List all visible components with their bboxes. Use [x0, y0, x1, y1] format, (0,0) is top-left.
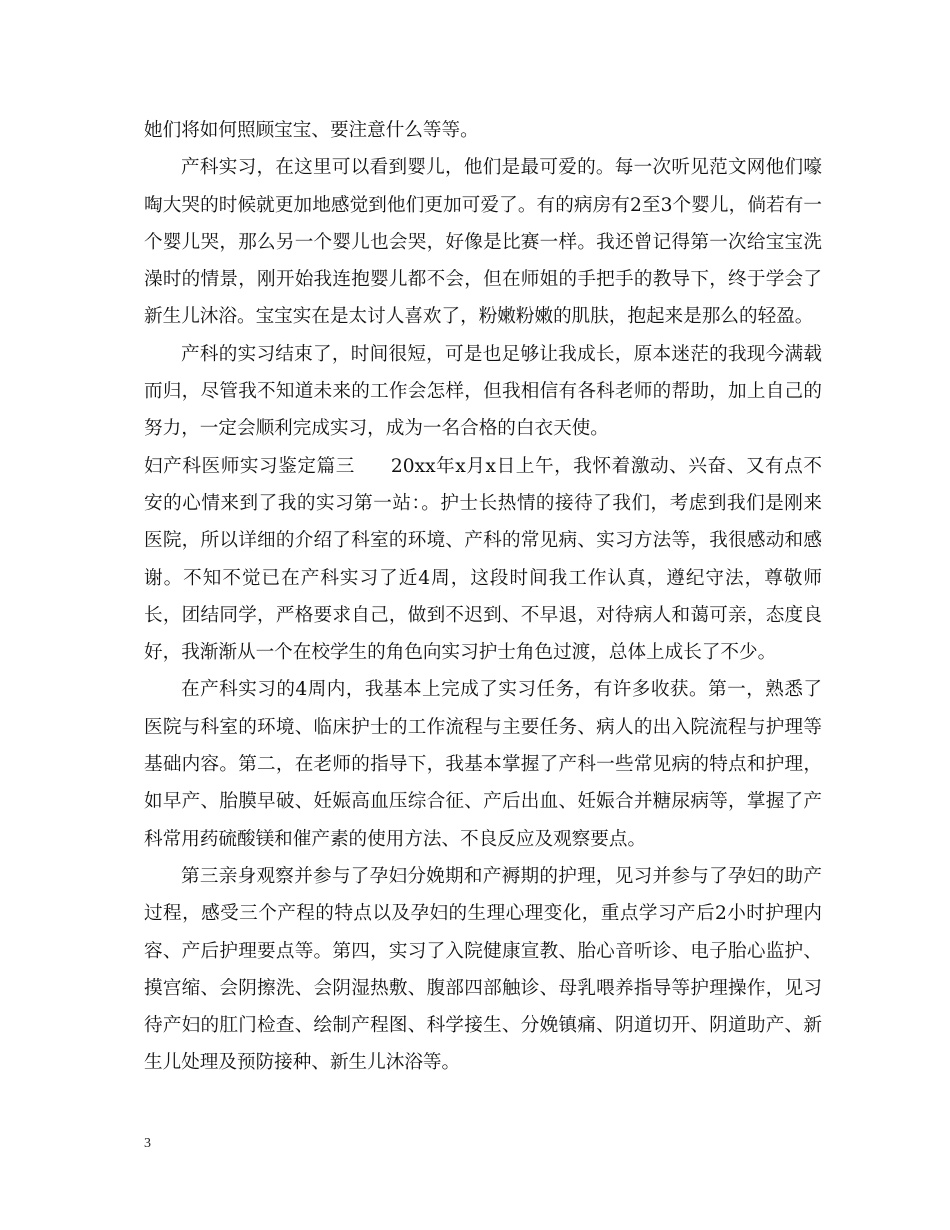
paragraph-obstetrics-babies: 产科实习，在这里可以看到婴儿，他们是最可爱的。每一次听见范文网他们嚎啕大哭的时候就更加地感觉到他们更加可爱了。有的病房有2至3个婴儿，倘若有一个婴儿哭，那么另一个婴儿也会哭，好像是比赛一样。我还曾记得第一次给宝宝洗澡时的情景，刚开始我连抱婴儿都不会，但在师姐的手把手的教导下，终于学会了新生儿沐浴。宝宝实在是太讨人喜欢了，粉嫩粉嫩的肌肤，抱起来是那么的轻盈。 — [144, 157, 822, 328]
section-three-paragraph — [144, 448, 822, 672]
paragraph-four-weeks: 在产科实习的4周内，我基本上完成了实习任务，有许多收获。第一，熟悉了医院与科室的环境、临床护士的工作流程与主要任务、病人的出入院流程与护理等基础内容。第二，在老师的指导下，我基本掌握了产科一些常见病的特点和护理，如早产、胎膜早破、妊娠高血压综合征、产后出血、妊娠合并糖尿病等，掌握了产科常用药硫酸镁和催产素的使用方法、不良反应及观察要点。 — [144, 679, 822, 850]
page-number: 3 — [144, 1136, 151, 1151]
paragraph-continuation: 她们将如何照顾宝宝、要注意什么等等。 — [144, 120, 479, 141]
paragraph-third-fourth: 第三亲身观察并参与了孕妇分娩期和产褥期的护理，见习并参与了孕妇的助产过程，感受三个产程的特点以及孕妇的生理心理变化，重点学习产后2小时护理内容、产后护理要点等。第四，实习了入院健康宣教、胎心音听诊、电子胎心监护、摸宫缩、会阴擦洗、会阴湿热敷、腹部四部触诊、母乳喂养指导等护理操作，见习待产妇的肛门检查、绘制产程图、科学接生、分娩镇痛、阴道切开、阴道助产、新生儿处理及预防接种、新生儿沐浴等。 — [144, 865, 822, 1074]
paragraph-obstetrics-conclusion: 产科的实习结束了，时间很短，可是也足够让我成长，原本迷茫的我现今满载而归，尽管我不知道未来的工作会怎样，但我相信有各科老师的帮助，加上自己的努力，一定会顺利完成实习，成为一名合格的白衣天使。 — [144, 343, 822, 440]
section-three-text: 20xx年x月x日上午，我怀着激动、兴奋、又有点不安的心情来到了我的实习第一站：。护士长热情的接待了我们，考虑到我们是刚来医院，所以详细的介绍了科室的环境、产科的常见病、实习方法等，我很感动和感谢。不知不觉已在产科实习了近4周，这段时间我工作认真，遵纪守法，尊敬师长，团结同学，严格要求自己，做到不迟到、不早退，对待病人和蔼可亲，态度良好，我渐渐从一个在校学生的角色向实习护士角色过渡，总体上成长了不少。 — [144, 455, 822, 664]
document-body — [144, 112, 822, 1082]
section-heading: 妇产科医师实习鉴定篇三 — [144, 455, 355, 477]
